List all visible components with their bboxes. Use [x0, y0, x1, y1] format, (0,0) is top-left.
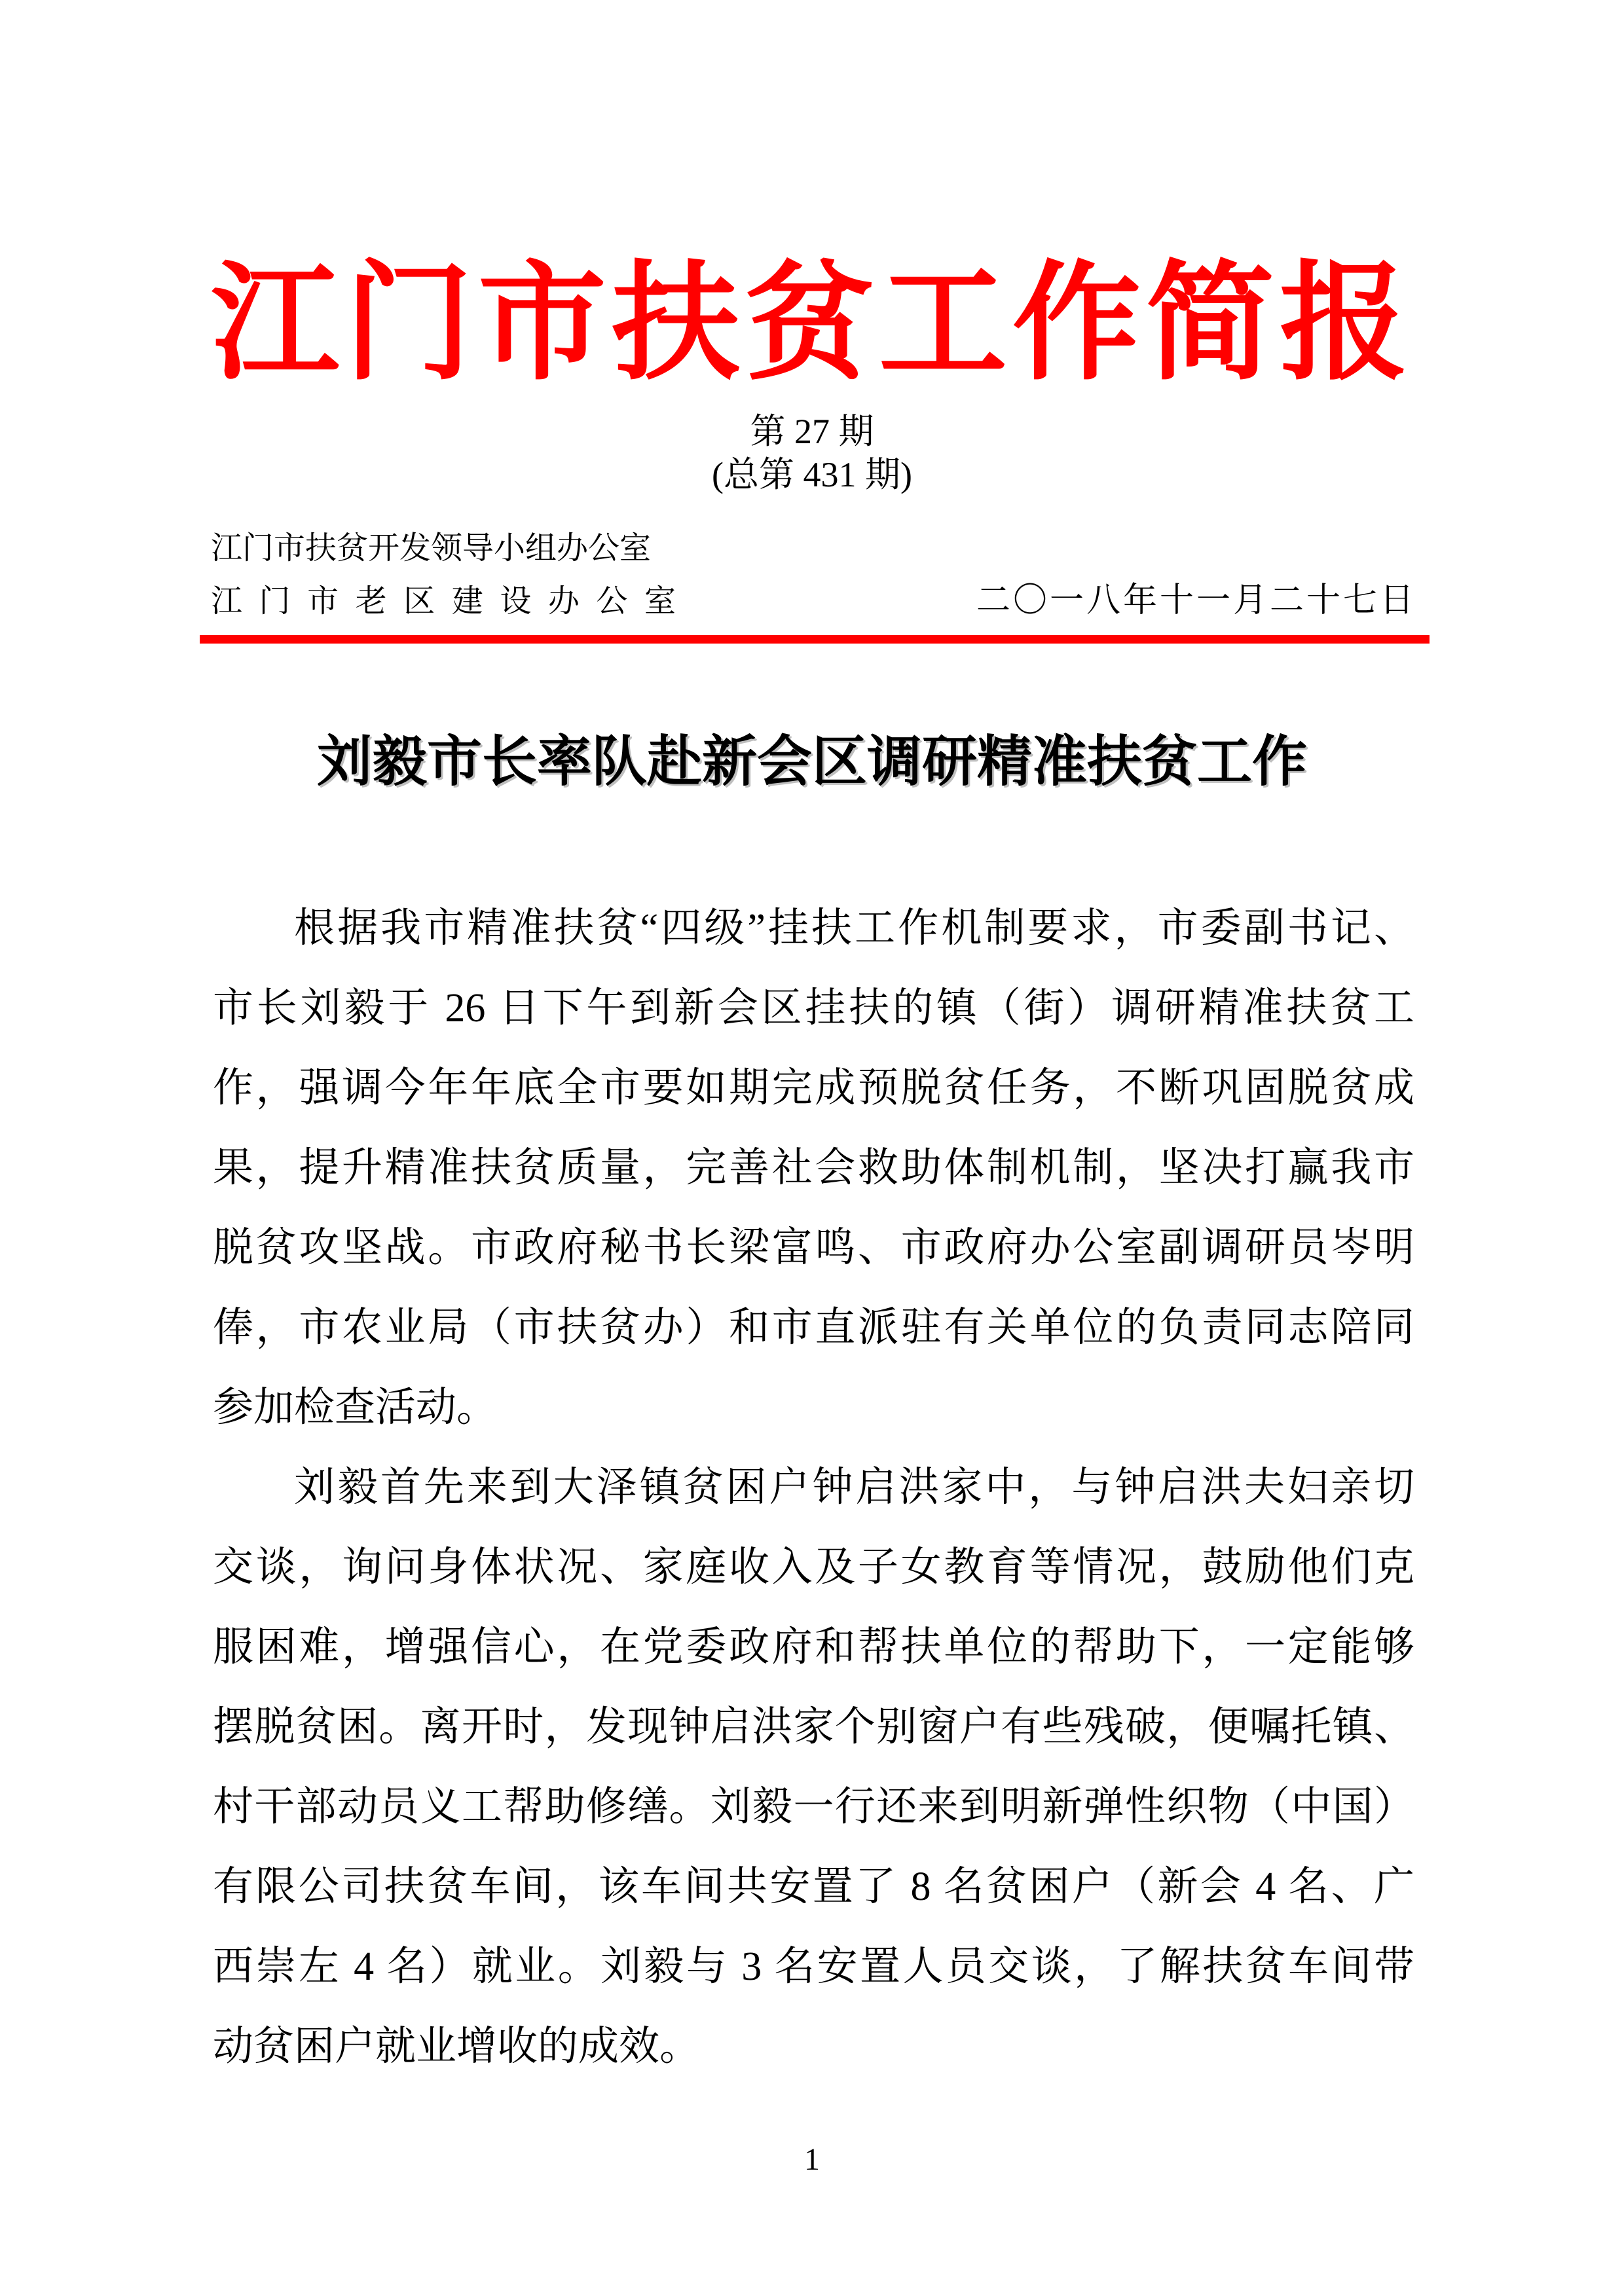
issue-number: 第 27 期	[750, 412, 874, 451]
body-line: 果，提升精准扶贫质量，完善社会救助体制机制，坚决打赢我市	[213, 1146, 1414, 1190]
masthead-title: 江门市扶贫工作简报	[210, 251, 1413, 395]
page-footer	[0, 2141, 1624, 2178]
body-line: 西崇左 4 名）就业。刘毅与 3 名安置人员交谈，了解扶贫车间带	[213, 1944, 1414, 1989]
body-line: 刘毅首先来到大泽镇贫困户钟启洪家中，与钟启洪夫妇亲切	[294, 1465, 1414, 1510]
article-title: 刘毅市长率队赴新会区调研精准扶贫工作	[316, 731, 1307, 792]
body-line: 有限公司扶贫车间，该车间共安置了 8 名贫困户（新会 4 名、广	[213, 1865, 1414, 1909]
body-line: 根据我市精准扶贫“四级”挂扶工作机制要求，市委副书记、	[294, 906, 1414, 951]
issuer-date-row	[211, 580, 1416, 622]
body-line: 参加检查活动。	[213, 1385, 498, 1430]
body-line: 市长刘毅于 26 日下午到新会区挂扶的镇（街）调研精准扶贫工	[213, 986, 1414, 1030]
masthead	[0, 0, 1624, 644]
body-line: 摆脱贫困。离开时，发现钟启洪家个别窗户有些残破，便嘱托镇、	[213, 1705, 1414, 1749]
issuer-block	[211, 528, 1416, 622]
red-divider-rule	[200, 635, 1430, 644]
article	[0, 730, 1624, 2086]
issuer-primary: 江门市扶贫开发领导小组办公室	[211, 531, 652, 566]
paragraph	[213, 888, 1414, 1448]
page-number: 1	[804, 2142, 820, 2177]
total-issue-number: (总第 431 期)	[712, 455, 912, 494]
issuer-secondary: 江门市老区建设办公室	[211, 584, 676, 619]
body-line: 作，强调今年年底全市要如期完成预脱贫任务，不断巩固脱贫成	[213, 1066, 1414, 1110]
body-line: 村干部动员义工帮助修缮。刘毅一行还来到明新弹性织物（中国）	[213, 1785, 1414, 1829]
body-line: 动贫困户就业增收的成效。	[213, 2024, 701, 2069]
publish-date: 二〇一八年十一月二十七日	[976, 582, 1416, 619]
body-line: 脱贫攻坚战。市政府秘书长梁富鸣、市政府办公室副调研员岑明	[213, 1226, 1414, 1270]
article-body	[0, 888, 1624, 2086]
body-line: 服困难，增强信心，在党委政府和帮扶单位的帮助下，一定能够	[213, 1625, 1414, 1669]
body-line: 交谈，询问身体状况、家庭收入及子女教育等情况，鼓励他们克	[213, 1545, 1414, 1590]
body-line: 俸，市农业局（市扶贫办）和市直派驻有关单位的负责同志陪同	[213, 1305, 1414, 1350]
paragraph	[213, 1448, 1414, 2086]
